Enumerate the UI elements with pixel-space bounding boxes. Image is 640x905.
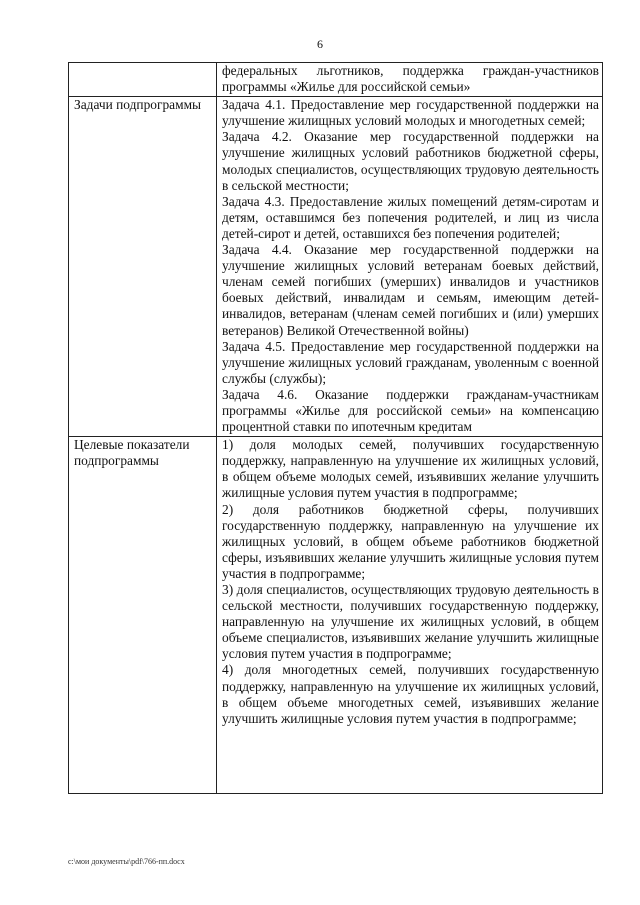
continuation-text: федеральных льготников, поддержка граждан-участников программы «Жилье для российской семьи» bbox=[217, 63, 603, 97]
indicator-item: 4) доля многодетных семей, получивших государственную поддержку, направленную на улучшение их жилищных условий, в общем объеме многодетных семей, изъявивших желание улучшить жилищные условия путем участия в подпрограмме; bbox=[222, 662, 599, 726]
row-label bbox=[69, 63, 217, 97]
table-row-indicators bbox=[69, 437, 603, 794]
program-table bbox=[68, 62, 603, 794]
table-row bbox=[69, 63, 603, 97]
indicators-label: Целевые показатели подпрограммы bbox=[69, 437, 217, 794]
task-item: Задача 4.5. Предоставление мер государственной поддержки на улучшение жилищных условий гражданам, уволенным с военной службы (службы); bbox=[222, 338, 599, 386]
task-item: Задача 4.1. Предоставление мер государственной поддержки на улучшение жилищных условий молодых и многодетных семей; bbox=[222, 97, 599, 129]
task-item: Задача 4.4. Оказание мер государственной поддержки на улучшение жилищных условий ветеранам боевых действий, членам семей погибших (умерших) инвалидов и участников боевых действий, инвалидам и семьям, имеющим детей-инвалидов, ветеранам (членам семей погибших и (или) умерших ветеранов) Великой Отечественной войны) bbox=[222, 242, 599, 338]
task-item: Задача 4.3. Предоставление жилых помещений детям-сиротам и детям, оставшимся без попечения родителей, и лиц из числа детей-сирот и детей, оставшихся без попечения родителей; bbox=[222, 193, 599, 241]
indicator-item: 2) доля работников бюджетной сферы, получивших государственную поддержку, направленную на улучшение их жилищных условий, в общем объеме работников бюджетной сферы, изъявивших желание улучшить жилищные условия путем участия в подпрограмме; bbox=[222, 501, 599, 581]
tasks-content bbox=[217, 97, 603, 437]
table-row-tasks bbox=[69, 97, 603, 437]
indicators-content bbox=[217, 437, 603, 794]
file-path-footer: c:\мои документы\pdf\766-пп.docx bbox=[68, 857, 185, 866]
indicator-item: 3) доля специалистов, осуществляющих трудовую деятельность в сельской местности, получивших государственную поддержку, направленную на улучшение их жилищных условий, в общем объеме специалистов, изъявивших желание улучшить жилищные условия путем участия в подпрограмме; bbox=[222, 582, 599, 662]
tasks-label: Задачи подпрограммы bbox=[69, 97, 217, 437]
indicator-item: 1) доля молодых семей, получивших государственную поддержку, направленную на улучшение их жилищных условий, в общем объеме молодых семей, изъявивших желание улучшить жилищные условия путем участия в подпрограмме; bbox=[222, 437, 599, 501]
task-item: Задача 4.2. Оказание мер государственной поддержки на улучшение жилищных условий работников бюджетной сферы, молодых специалистов, осуществляющих трудовую деятельность в сельской местности; bbox=[222, 129, 599, 193]
task-item: Задача 4.6. Оказание поддержки гражданам-участникам программы «Жилье для российской семьи» на компенсацию процентной ставки по ипотечным кредитам bbox=[222, 386, 599, 435]
page-number: 6 bbox=[317, 37, 323, 51]
